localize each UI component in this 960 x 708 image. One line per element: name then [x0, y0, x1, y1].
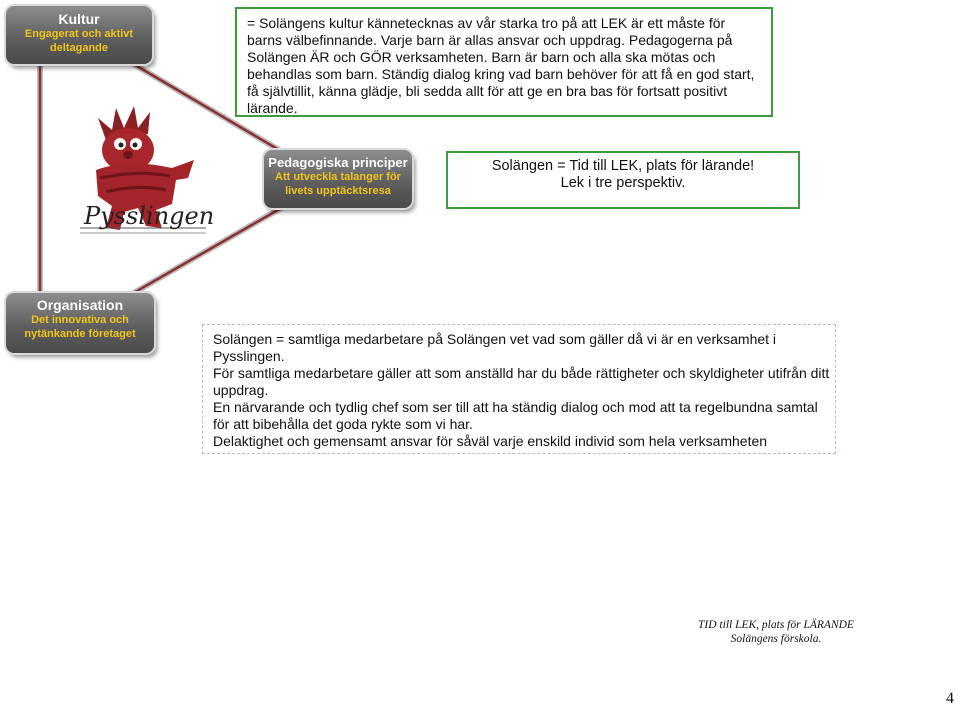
footer-caption [660, 618, 892, 646]
organisation-title: Organisation [36, 297, 124, 313]
organisation-subtitle: Det innovativa och nytänkande företaget [24, 314, 136, 340]
pedagogik-line-1: Solängen = Tid till LEK, plats för lärande! [491, 158, 755, 174]
organisation-paragraph-4: Delaktighet och gemensamt ansvar för såväl varje enskild individ som hela verksamheten [213, 433, 768, 449]
kultur-description-text: = Solängens kultur kännetecknas av vår starka tro på att LEK är ett måste för barns välbefinnande. Varje barn är allas ansvar och uppdrag. Pedagogerna på Solängen ÄR och GÖR verksamheten. Barn är barn och alla ska mötas och behandlas som barn. Ständig dialog kring vad barn behöver för att få en god start, få självtillit, känna glädje, bli sedda allt för att ge en bra bas för fortsatt positivt lärande. [247, 15, 755, 116]
pedagogik-subtitle: Att utveckla talanger för livets upptäcktsresa [275, 171, 401, 197]
organisation-paragraph-3: En närvarande och tydlig chef som ser till att ha ständig dialog och mod att ta regelbundna samtal för att bibehålla det goda rykte som vi har. [213, 399, 818, 432]
footer-line-2: Solängens förskola. [730, 633, 822, 645]
pedagogik-description-box [446, 151, 800, 209]
pedagogik-node [264, 150, 412, 208]
organisation-paragraph-2: För samtliga medarbetare gäller att som anställd har du både rättigheter och skyldigheter utifrån ditt uppdrag. [213, 365, 830, 398]
page-number: 4 [946, 690, 954, 707]
organisation-paragraph-1: Solängen = samtliga medarbetare på Solängen vet vad som gäller då vi är en verksamhet i Pysslingen. [213, 331, 777, 364]
kultur-description-box [235, 7, 773, 117]
kultur-title: Kultur [58, 11, 100, 27]
pedagogik-title: Pedagogiska principer [268, 155, 408, 170]
footer-line-1: TID till LEK, plats för LÄRANDE [698, 619, 854, 631]
logo-signature: Pysslingen [84, 202, 215, 230]
kultur-node [6, 6, 152, 64]
organisation-description-box [202, 324, 836, 454]
organisation-node [6, 293, 154, 353]
pedagogik-line-2: Lek i tre perspektiv. [560, 175, 686, 191]
pysslingen-logo [76, 100, 216, 250]
kultur-subtitle: Engagerat och aktivt deltagande [24, 28, 134, 54]
